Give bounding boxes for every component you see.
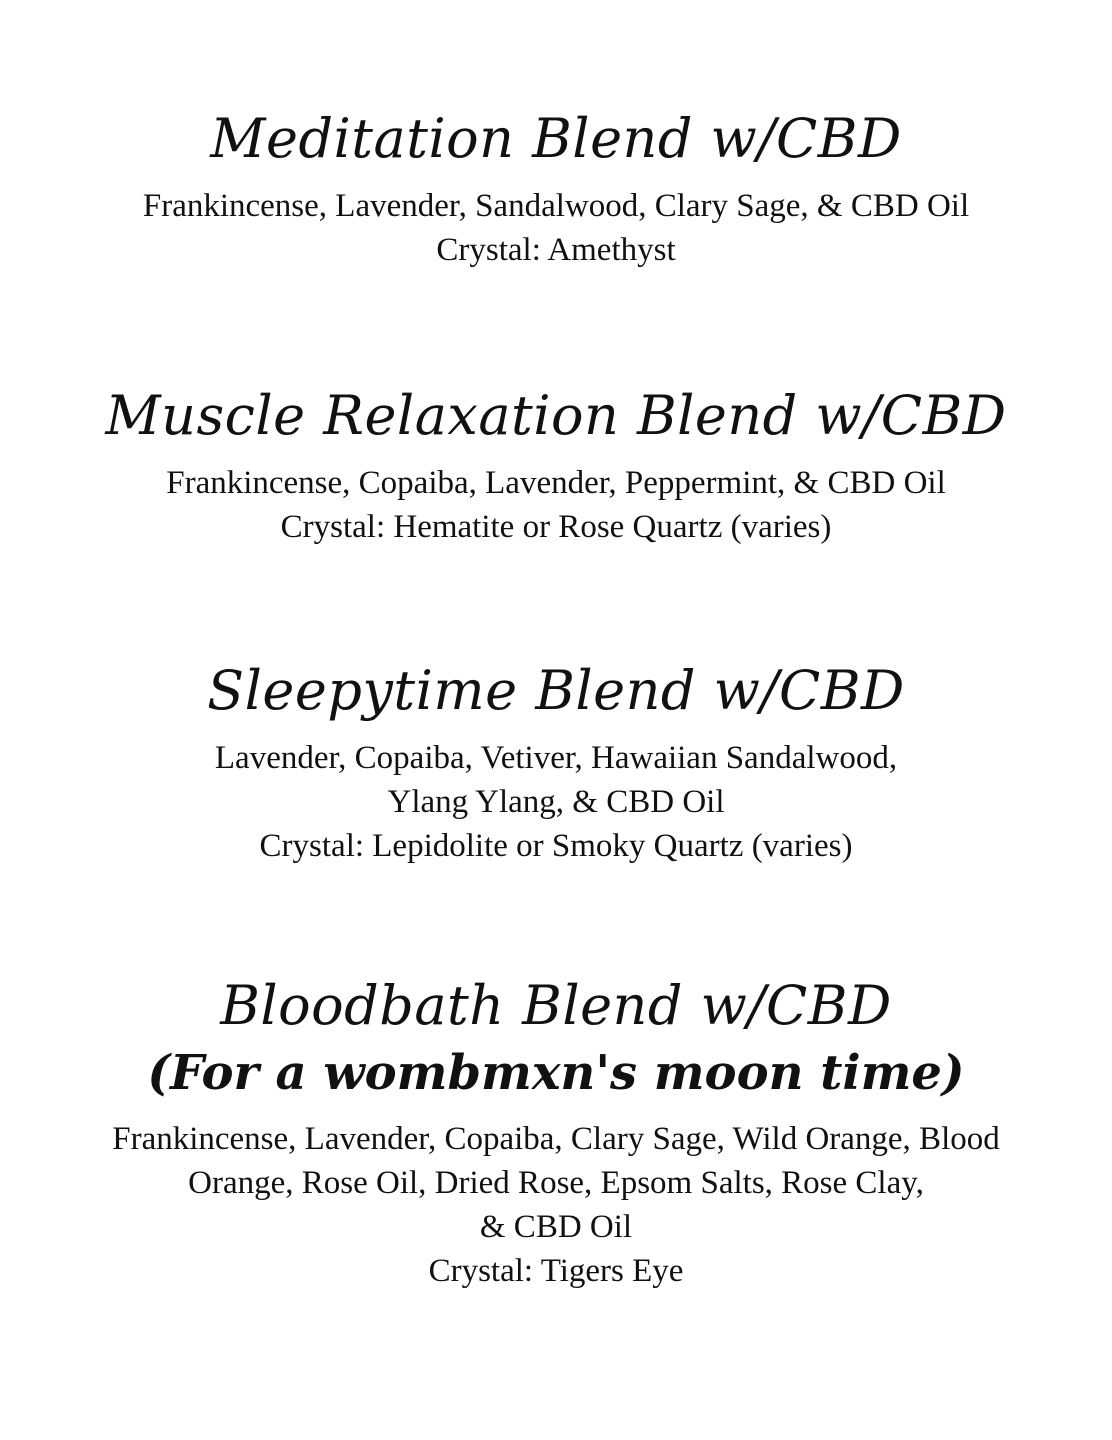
ingredients-line: Orange, Rose Oil, Dried Rose, Epsom Salts, Rose Clay, <box>188 1164 924 1201</box>
blend-description <box>0 1117 1112 1293</box>
ingredients-line: Lavender, Copaiba, Vetiver, Hawaiian Sandalwood, <box>214 740 898 777</box>
blend-title: Muscle Relaxation Blend w/CBD <box>105 384 1007 447</box>
crystal-line: Crystal: Tigers Eye <box>428 1252 684 1289</box>
blend-title: Bloodbath Blend w/CBD <box>220 974 892 1037</box>
blend-subtitle: (For a wombmxn's moon time) <box>147 1045 965 1102</box>
blend-description <box>0 736 1112 868</box>
crystal-line: Crystal: Amethyst <box>436 232 676 269</box>
ingredients-line: Frankincense, Copaiba, Lavender, Peppermint, & CBD Oil <box>166 465 946 502</box>
blend-title: Sleepytime Blend w/CBD <box>207 659 905 722</box>
blend-sleepytime <box>0 660 1112 868</box>
blend-title: Meditation Blend w/CBD <box>210 107 902 170</box>
crystal-line: Crystal: Lepidolite or Smoky Quartz (varies) <box>259 828 853 865</box>
ingredients-line: Frankincense, Lavender, Copaiba, Clary Sage, Wild Orange, Blood <box>112 1120 1000 1157</box>
blend-description <box>0 184 1112 272</box>
blend-bloodbath <box>0 975 1112 1293</box>
ingredients-line: & CBD Oil <box>479 1208 633 1245</box>
ingredients-line: Frankincense, Lavender, Sandalwood, Clary Sage, & CBD Oil <box>142 188 970 225</box>
ingredients-line: Ylang Ylang, & CBD Oil <box>387 784 725 821</box>
crystal-line: Crystal: Hematite or Rose Quartz (varies) <box>280 509 832 546</box>
blend-muscle-relaxation <box>0 385 1112 549</box>
blend-description <box>0 461 1112 549</box>
blend-meditation <box>0 108 1112 272</box>
